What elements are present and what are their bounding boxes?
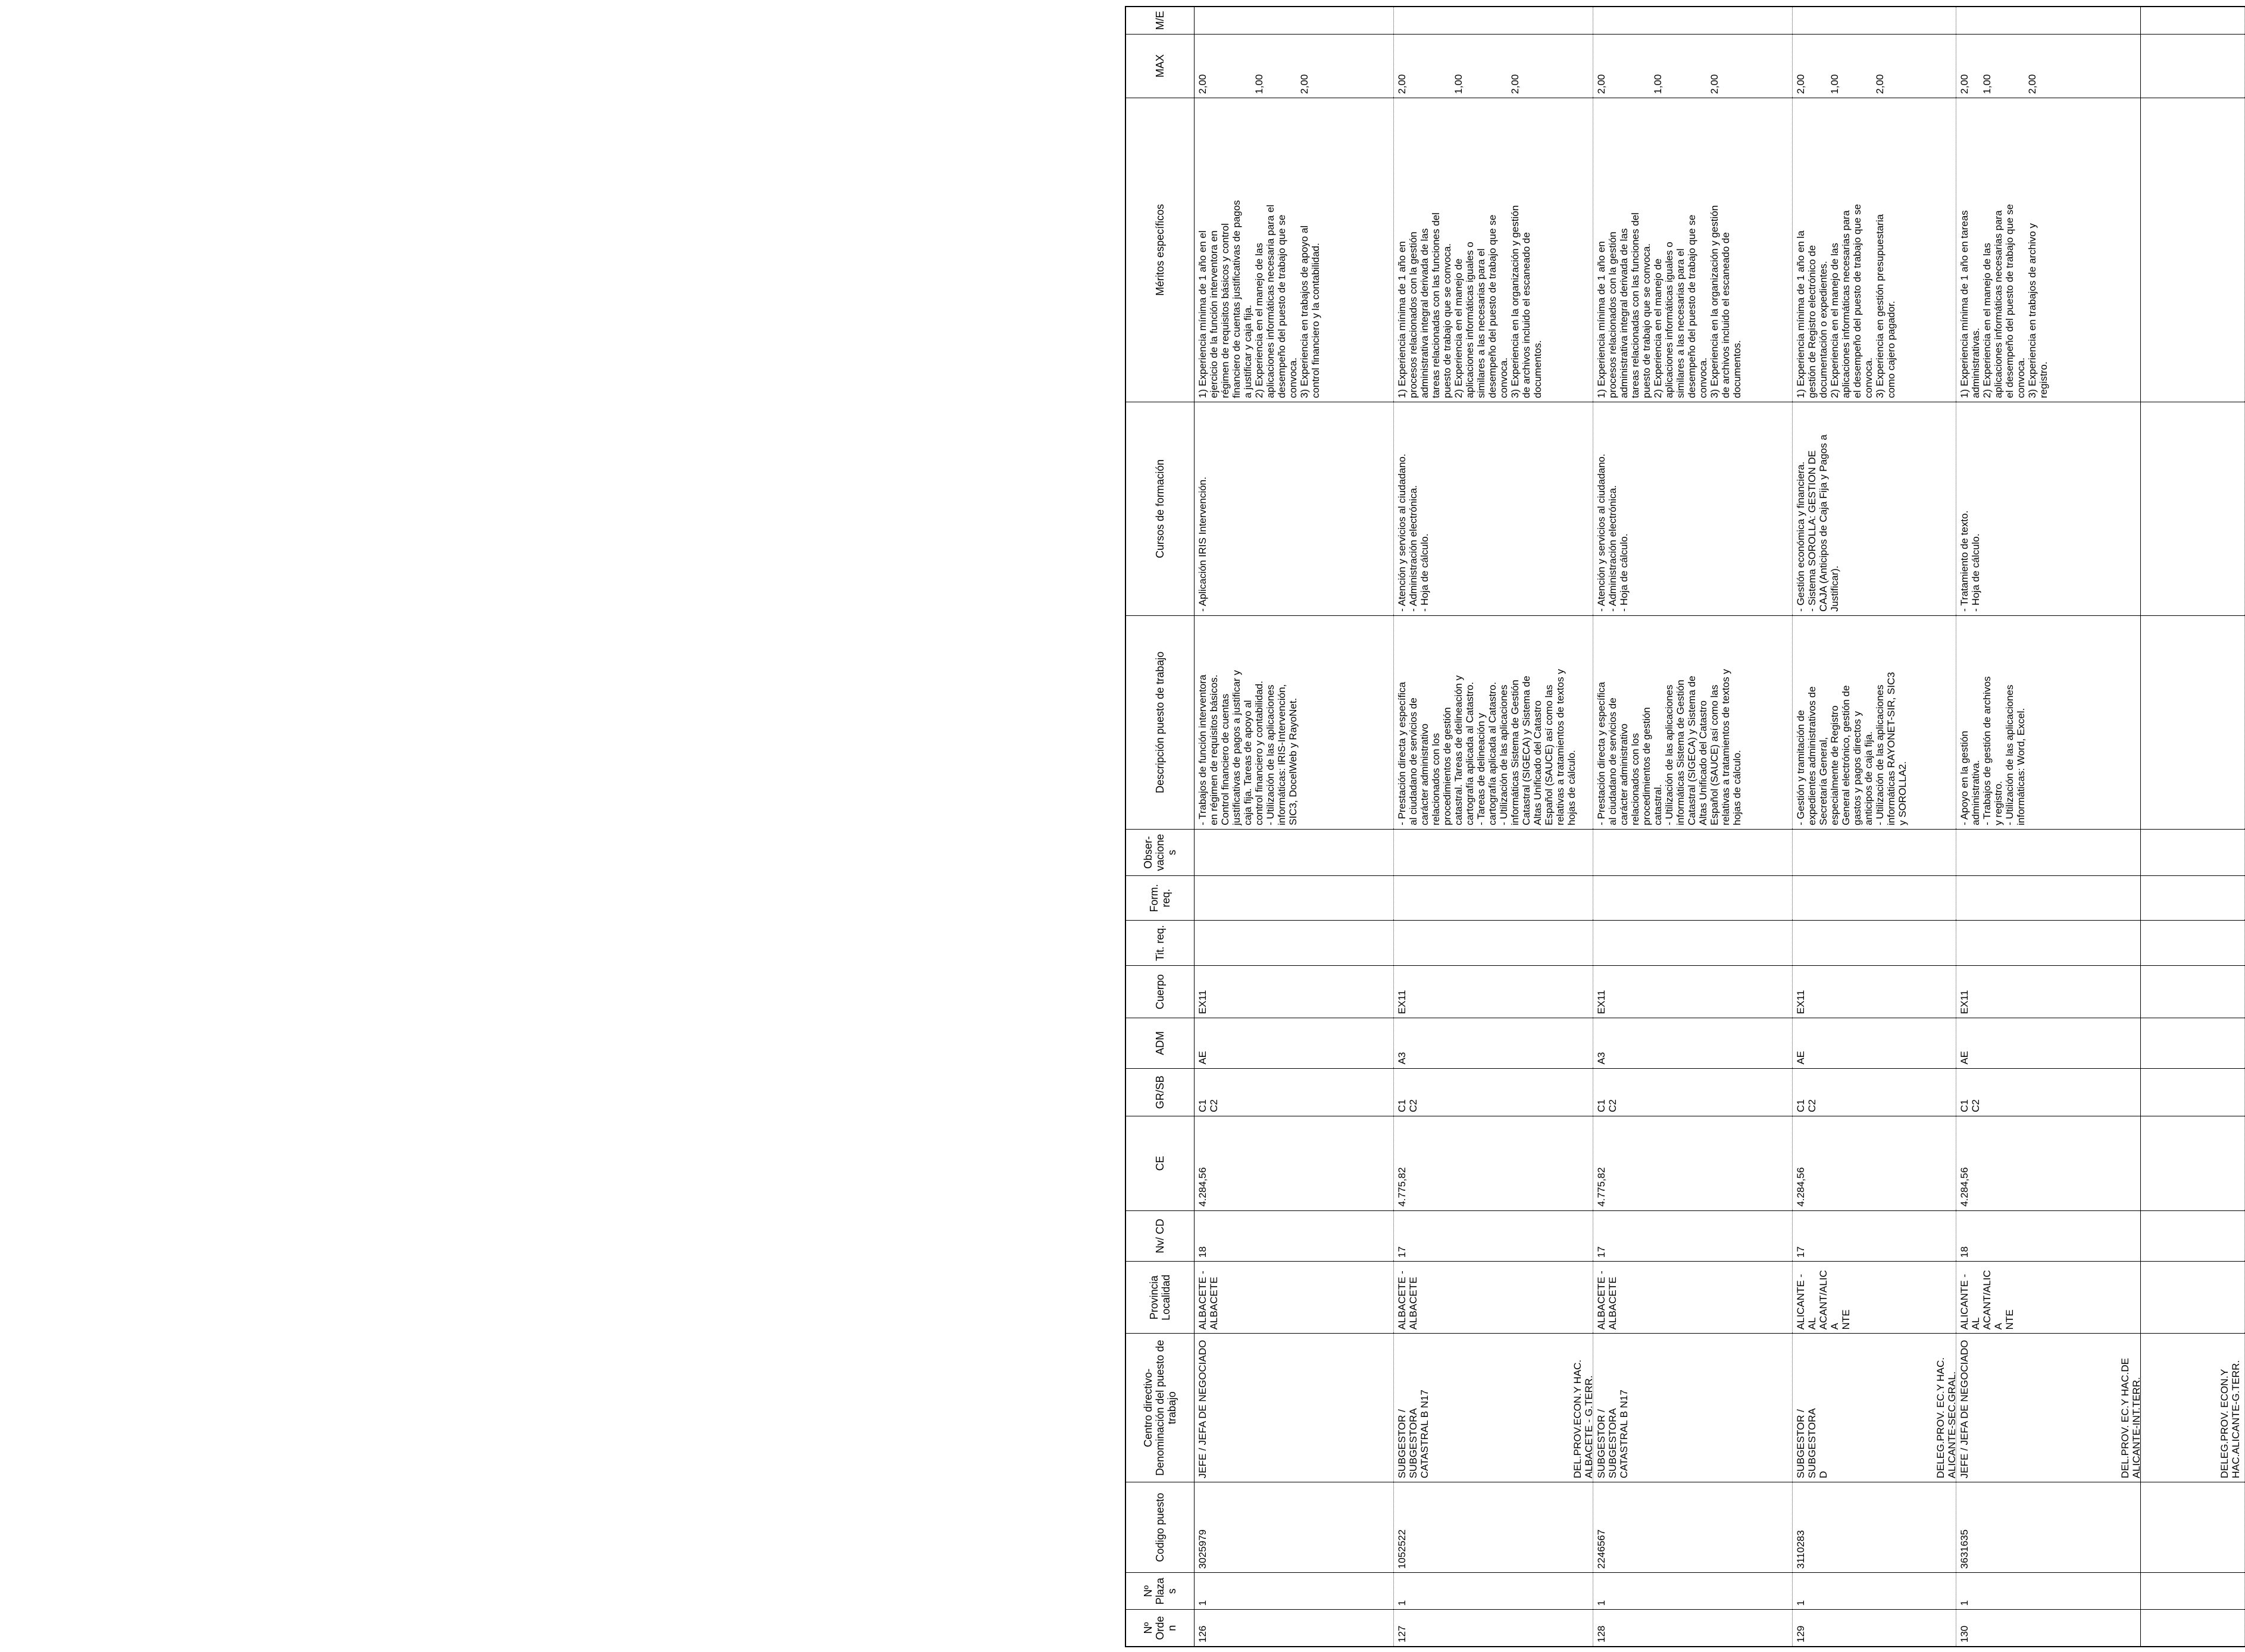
cell-titreq	[1393, 921, 1593, 966]
merito-item: 3) Experiencia en la organización y gestión de archivos incluido el escaneado de documentos.	[1708, 205, 1743, 398]
header-centro: Centro directivo-Denominación del puesto de trabajo	[1125, 1334, 1194, 1482]
merito-item: 3) Experiencia en trabajos de archivo y registro.	[2026, 223, 2049, 398]
cell-orden: 128	[1593, 1610, 1792, 1647]
cell-grsb: C1 C2	[1792, 1068, 1956, 1116]
max-value: 1,00	[1452, 74, 1464, 94]
rotated-table-area	[1125, 6, 2244, 1647]
header-provincia: Provincia Localidad	[1125, 1262, 1194, 1334]
cell-codigo: 3631635	[1956, 1482, 2140, 1573]
merito-item: 3) Experiencia en la organización y gestión de archivos incluido el escaneado de documentos.	[1509, 205, 1543, 398]
header-adm: ADM	[1125, 1018, 1194, 1069]
merito-item: 3) Experiencia en trabajos de apoyo al control financiero y la contabilidad.	[1298, 225, 1321, 398]
cell-obs	[1792, 829, 1956, 875]
max-value: 2,00	[1298, 74, 1310, 94]
max-value: 2,00	[1708, 74, 1720, 94]
header-orden: Nº Orden	[1125, 1610, 1194, 1647]
cell-descripcion: - Gestión y tramitación de expedientes administrativos de Secretaría General, especialmente de Registro General electrónico, gestión de gastos y pagos directos y anticipos de caja fija. - Utilización de las aplicaciones informáticas RAYONET-SIR, SIC3 y SOROLLA2.	[1792, 615, 1956, 829]
cell-grsb: C1 C2	[1393, 1068, 1593, 1116]
job-positions-table	[1125, 6, 2245, 1647]
cell-nivel: 18	[1956, 1210, 2140, 1262]
cell-centro	[1393, 1334, 1593, 1482]
centro-denominacion: JEFE / JEFA DE NEGOCIADO	[1958, 1340, 1970, 1479]
max-value: 2,00	[1509, 74, 1521, 94]
header-cuerpo: Cuerpo	[1125, 966, 1194, 1018]
max-value: 2,00	[1794, 74, 1806, 94]
cell-codigo: 1052522	[1393, 1482, 1593, 1573]
merito-item: 1) Experiencia mínima de 1 año en procesos relacionados con la gestión administrativa integral derivada de las tareas relacionadas con las funciones del puesto de trabajo que se convoca.	[1595, 212, 1652, 398]
cell-ce: 4.284,56	[1194, 1116, 1393, 1211]
cell-adm: A3	[1593, 1018, 1792, 1069]
cell-grsb: C1 C2	[1956, 1068, 2140, 1116]
cell-meritos	[1956, 98, 2140, 402]
centro-denominacion: SUBGESTOR / SUBGESTORA CATASTRAL B N17	[1396, 1390, 1430, 1479]
header-codigo: Codigo puesto	[1125, 1482, 1194, 1573]
cell-cursos: - Gestión económica y financiera. - Sistema SOROLLA: GESTION DE CAJA (Anticipos de Caja Fija y Pagos a Justificar).	[1792, 402, 1956, 615]
cell-cursos: - Atención y servicios al ciudadano. - Administración electrónica. - Hoja de cálculo.	[1393, 402, 1593, 615]
cell-meritos	[1194, 98, 1393, 402]
merito-item: 2) Experiencia en el manejo de las aplicaciones informáticas necesaria para el desempeño del puesto de trabajo que se convoca.	[1253, 204, 1299, 398]
merito-item: 2) Experiencia en el manejo de aplicaciones informáticas iguales o similares a las necesarias para el desempeño del puesto de trabajo que se convoca.	[1452, 214, 1509, 398]
max-value: 1,00	[1828, 74, 1840, 94]
cell-ce: 4.775,82	[1393, 1116, 1593, 1211]
cell-titreq	[1194, 921, 1393, 966]
header-me: M/E	[1125, 7, 1194, 34]
cell-me	[1194, 7, 1393, 34]
cell-me	[1393, 7, 1593, 34]
cell-obs	[1393, 829, 1593, 875]
header-descripcion: Descripción puesto de trabajo	[1125, 615, 1194, 829]
footer-centro-dir: DELEG.PROV. ECON.Y HAC.ALICANTE-G.TERR.	[2140, 1334, 2244, 1482]
cell-max	[1593, 34, 1792, 98]
cell-cuerpo: EX11	[1792, 966, 1956, 1018]
cell-descripcion: - Prestación directa y específica al ciudadano de servicios de carácter administrativo relacionados con los procedimientos de gestión catastral. Tareas de delineación y cartografía aplicada al Catastro. - Tareas de delineación y cartografía aplicada al Catastro. - Utilización de las aplicaciones informáticas Sistema de Gestión Catastral (SIGECA) y Sistema de Altas Unificado del Catastro Español (SAUCE) así como las relativas a tratamientos de textos y hojas de cálculo.	[1393, 615, 1593, 829]
table-row	[1792, 7, 1956, 1647]
cell-plazas: 1	[1593, 1573, 1792, 1610]
merito-item: 3) Experiencia en gestión presupuestaria como cajero pagador.	[1874, 214, 1897, 398]
cell-titreq	[1593, 921, 1792, 966]
cell-formreq	[1393, 876, 1593, 921]
cell-plazas: 1	[1956, 1573, 2140, 1610]
table-row	[1956, 7, 2140, 1647]
header-plazas: Nº Plazas	[1125, 1573, 1194, 1610]
table-row	[1593, 7, 1792, 1647]
cell-ce: 4.284,56	[1956, 1116, 2140, 1211]
cell-nivel: 17	[1393, 1210, 1593, 1262]
cell-plazas: 1	[1194, 1573, 1393, 1610]
merito-item: 2) Experiencia en el manejo de aplicaciones informáticas iguales o similares a las necesarias para el desempeño del puesto de trabajo que se convoca.	[1652, 214, 1709, 398]
cell-codigo: 3110283	[1792, 1482, 1956, 1573]
cell-nivel: 18	[1194, 1210, 1393, 1262]
cell-provincia: ALBACETE - ALBACETE	[1593, 1262, 1792, 1334]
cell-me	[1956, 7, 2140, 34]
cell-provincia: ALICANTE - AL ACANT/ALICA NTE	[1792, 1262, 1956, 1334]
cell-plazas: 1	[1792, 1573, 1956, 1610]
cell-orden: 130	[1956, 1610, 2140, 1647]
header-max: MAX	[1125, 34, 1194, 98]
cell-adm: A3	[1393, 1018, 1593, 1069]
header-ce: CE	[1125, 1116, 1194, 1211]
cell-provincia: ALBACETE - ALBACETE	[1393, 1262, 1593, 1334]
cell-titreq	[1792, 921, 1956, 966]
cell-codigo: 2246567	[1593, 1482, 1792, 1573]
cell-obs	[1593, 829, 1792, 875]
merito-item: 1) Experiencia mínima de 1 año en tareas administrativas.	[1958, 210, 1981, 398]
cell-ce: 4.284,56	[1792, 1116, 1956, 1211]
cell-cuerpo: EX11	[1593, 966, 1792, 1018]
cell-orden: 127	[1393, 1610, 1593, 1647]
centro-directivo-prev: DEL.PROV. EC.Y HAC.DE ALICANTE-INT.TERR.	[2119, 1357, 2143, 1479]
cell-max	[1956, 34, 2140, 98]
cell-adm: AE	[1194, 1018, 1393, 1069]
cell-centro	[1593, 1334, 1792, 1482]
table-row-blank	[2140, 7, 2244, 1647]
cell-descripcion: - Prestación directa y específica al ciudadano de servicios de carácter administrativo relacionados con los procedimientos de gestión catastral. - Utilización de las aplicaciones informáticas Sistema de Gestión Catastral (SIGECA) y Sistema de Altas Unificado del Catastro Español (SAUCE) así como las relativas a tratamientos de textos y hojas de cálculo.	[1593, 615, 1792, 829]
table-row	[1393, 7, 1593, 1647]
cell-adm: AE	[1956, 1018, 2140, 1069]
merito-item: 1) Experiencia mínima de 1 año en el ejercicio de la función interventora en régimen de requisitos básicos y control financiero de cuentas justificativas de pagos a justificar y caja fija.	[1196, 200, 1253, 398]
cell-obs	[1956, 829, 2140, 875]
cell-grsb: C1 C2	[1593, 1068, 1792, 1116]
cell-formreq	[1792, 876, 1956, 921]
header-formreq: Form. req.	[1125, 876, 1194, 921]
cell-descripcion: - Apoyo en la gestión administrativa. - Trabajos de gestión de archivos y registro. - Utilización de las aplicaciones informáticas: Word, Excel.	[1956, 615, 2140, 829]
centro-directivo-prev: DELEG.PROV. EC.Y HAC. ALICANTE-SEC.GRAL.	[1935, 1357, 1958, 1479]
cell-centro	[1792, 1334, 1956, 1482]
merito-item: 2) Experiencia en el manejo de las aplicaciones informáticas necesarias para el desempeño del puesto de trabajo que se convoca.	[1981, 204, 2027, 398]
cell-meritos	[1792, 98, 1956, 402]
cell-codigo: 3025979	[1194, 1482, 1393, 1573]
max-value: 1,00	[1253, 74, 1265, 94]
merito-item: 1) Experiencia mínima de 1 año en procesos relacionados con la gestión administrativa integral derivada de las tareas relacionadas con las funciones del puesto de trabajo que se convoca.	[1396, 212, 1453, 398]
cell-cuerpo: EX11	[1393, 966, 1593, 1018]
max-value: 1,00	[1652, 74, 1664, 94]
cell-orden: 129	[1792, 1610, 1956, 1647]
cell-cursos: - Atención y servicios al ciudadano. - Administración electrónica. - Hoja de cálculo.	[1593, 402, 1792, 615]
cell-meritos	[1393, 98, 1593, 402]
header-row	[1125, 7, 1194, 1647]
table-row	[1194, 7, 1393, 1647]
centro-denominacion: SUBGESTOR / SUBGESTORA D	[1794, 1408, 1829, 1479]
cell-ce: 4.775,82	[1593, 1116, 1792, 1211]
max-value: 2,00	[1595, 74, 1607, 94]
cell-titreq	[1956, 921, 2140, 966]
merito-item: 2) Experiencia en el manejo de las aplicaciones informáticas necesarias para el desempeño del puesto de trabajo que se convoca.	[1828, 204, 1874, 398]
cell-adm: AE	[1792, 1018, 1956, 1069]
header-nivel: Nv/ CD	[1125, 1210, 1194, 1262]
cell-provincia: ALICANTE - AL ACANT/ALICA NTE	[1956, 1262, 2140, 1334]
max-value: 2,00	[1196, 74, 1208, 94]
cell-centro	[1956, 1334, 2143, 1482]
cell-orden: 126	[1194, 1610, 1393, 1647]
cell-centro	[1194, 1334, 1393, 1482]
header-meritos: Méritos específicos	[1125, 98, 1194, 402]
centro-denominacion: SUBGESTOR / SUBGESTORA CATASTRAL B N17	[1595, 1390, 1630, 1479]
cell-formreq	[1593, 876, 1792, 921]
cell-obs	[1194, 829, 1393, 875]
centro-denominacion: JEFE / JEFA DE NEGOCIADO	[1196, 1340, 1208, 1479]
max-value: 1,00	[1981, 74, 1993, 94]
cell-nivel: 17	[1792, 1210, 1956, 1262]
cell-cursos: - Tratamiento de texto. - Hoja de cálculo.	[1956, 402, 2140, 615]
cell-me	[1792, 7, 1956, 34]
merito-item: 1) Experiencia mínima de 1 año en la gestión de Registro electrónico de documentación o expedientes.	[1794, 230, 1829, 398]
cell-max	[1393, 34, 1593, 98]
header-cursos: Cursos de formación	[1125, 402, 1194, 615]
cell-max	[1194, 34, 1393, 98]
cell-cuerpo: EX11	[1956, 966, 2140, 1018]
cell-descripcion: - Trabajos de función interventora en régimen de requisitos básicos. Control financiero de cuentas justificativas de pagos a justificar y caja fija. Tareas de apoyo al control financiero y contabilidad. - Utilización de las aplicaciones informáticas: IRIS-Intervención, SIC3, DocelWeb y RayoNet.	[1194, 615, 1393, 829]
header-titreq: Tit. req.	[1125, 921, 1194, 966]
cell-formreq	[1194, 876, 1393, 921]
centro-directivo-prev: DEL.PROV.ECON.Y HAC. ALBACETE - G.TERR.	[1572, 1359, 1595, 1479]
max-value: 2,00	[1958, 74, 1970, 94]
cell-cuerpo: EX11	[1194, 966, 1393, 1018]
header-grsb: GR/SB	[1125, 1068, 1194, 1116]
cell-me	[1593, 7, 1792, 34]
cell-meritos	[1593, 98, 1792, 402]
cell-plazas: 1	[1393, 1573, 1593, 1610]
cell-max	[1792, 34, 1956, 98]
cell-cursos: - Aplicación IRIS Intervención.	[1194, 402, 1393, 615]
max-value: 2,00	[1874, 74, 1886, 94]
cell-nivel: 17	[1593, 1210, 1792, 1262]
cell-provincia: ALBACETE - ALBACETE	[1194, 1262, 1393, 1334]
cell-formreq	[1956, 876, 2140, 921]
max-value: 2,00	[1396, 74, 1408, 94]
cell-grsb: C1 C2	[1194, 1068, 1393, 1116]
header-obs: Obser-vaciones	[1125, 829, 1194, 875]
max-value: 2,00	[2026, 74, 2038, 94]
